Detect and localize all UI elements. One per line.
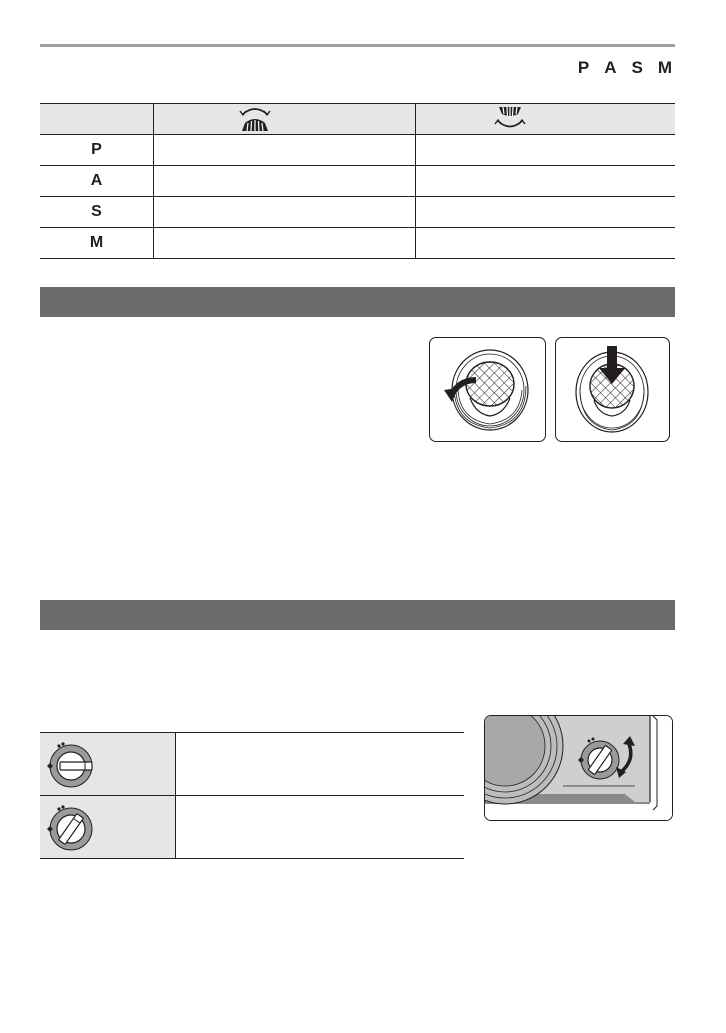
camera-body-drawing [485, 716, 672, 820]
table-header-front-dial [154, 104, 416, 135]
mode-letter-m: M [657, 58, 672, 77]
section-header-2 [40, 600, 675, 630]
rear-dial-cell [416, 166, 676, 197]
lock-lever-unlocked-icon [44, 733, 106, 795]
table-row [40, 135, 675, 166]
rear-dial-cell [416, 135, 676, 166]
rear-dial-cell [416, 228, 676, 259]
lock-description [176, 796, 465, 859]
table-row [40, 228, 675, 259]
table-header-mode [40, 104, 154, 135]
mode-indicator [578, 58, 672, 78]
mode-cell: P [40, 135, 154, 166]
top-rule [40, 44, 675, 47]
lock-lever-table [40, 732, 464, 859]
lock-description [176, 733, 465, 796]
section-header-1 [40, 287, 675, 317]
mode-letter-p: P [577, 58, 590, 77]
mode-dial-table [40, 103, 675, 259]
mode-cell: S [40, 197, 154, 228]
rear-dial-cell [416, 197, 676, 228]
table-header-rear-dial [416, 104, 676, 135]
camera-lock-lever-illustration [484, 715, 673, 821]
mode-cell: A [40, 166, 154, 197]
table-row [40, 796, 464, 859]
rear-dial-icon [492, 105, 528, 133]
lock-lever-locked-icon [44, 796, 106, 858]
mode-cell: M [40, 228, 154, 259]
dial-press-drawing [556, 338, 669, 441]
lock-icon-cell [40, 796, 176, 859]
front-dial-cell [154, 197, 416, 228]
control-dial-rotate-illustration [429, 337, 546, 442]
lock-icon-cell [40, 733, 176, 796]
mode-letter-a: A [604, 58, 617, 77]
front-dial-cell [154, 228, 416, 259]
front-dial-cell [154, 166, 416, 197]
front-dial-icon [237, 105, 273, 133]
table-header-row [40, 104, 675, 135]
table-row [40, 197, 675, 228]
control-dial-press-illustration [555, 337, 670, 442]
front-dial-cell [154, 135, 416, 166]
mode-letter-s: S [631, 58, 643, 77]
dial-rotate-drawing [430, 338, 545, 441]
table-row [40, 166, 675, 197]
table-row [40, 733, 464, 796]
